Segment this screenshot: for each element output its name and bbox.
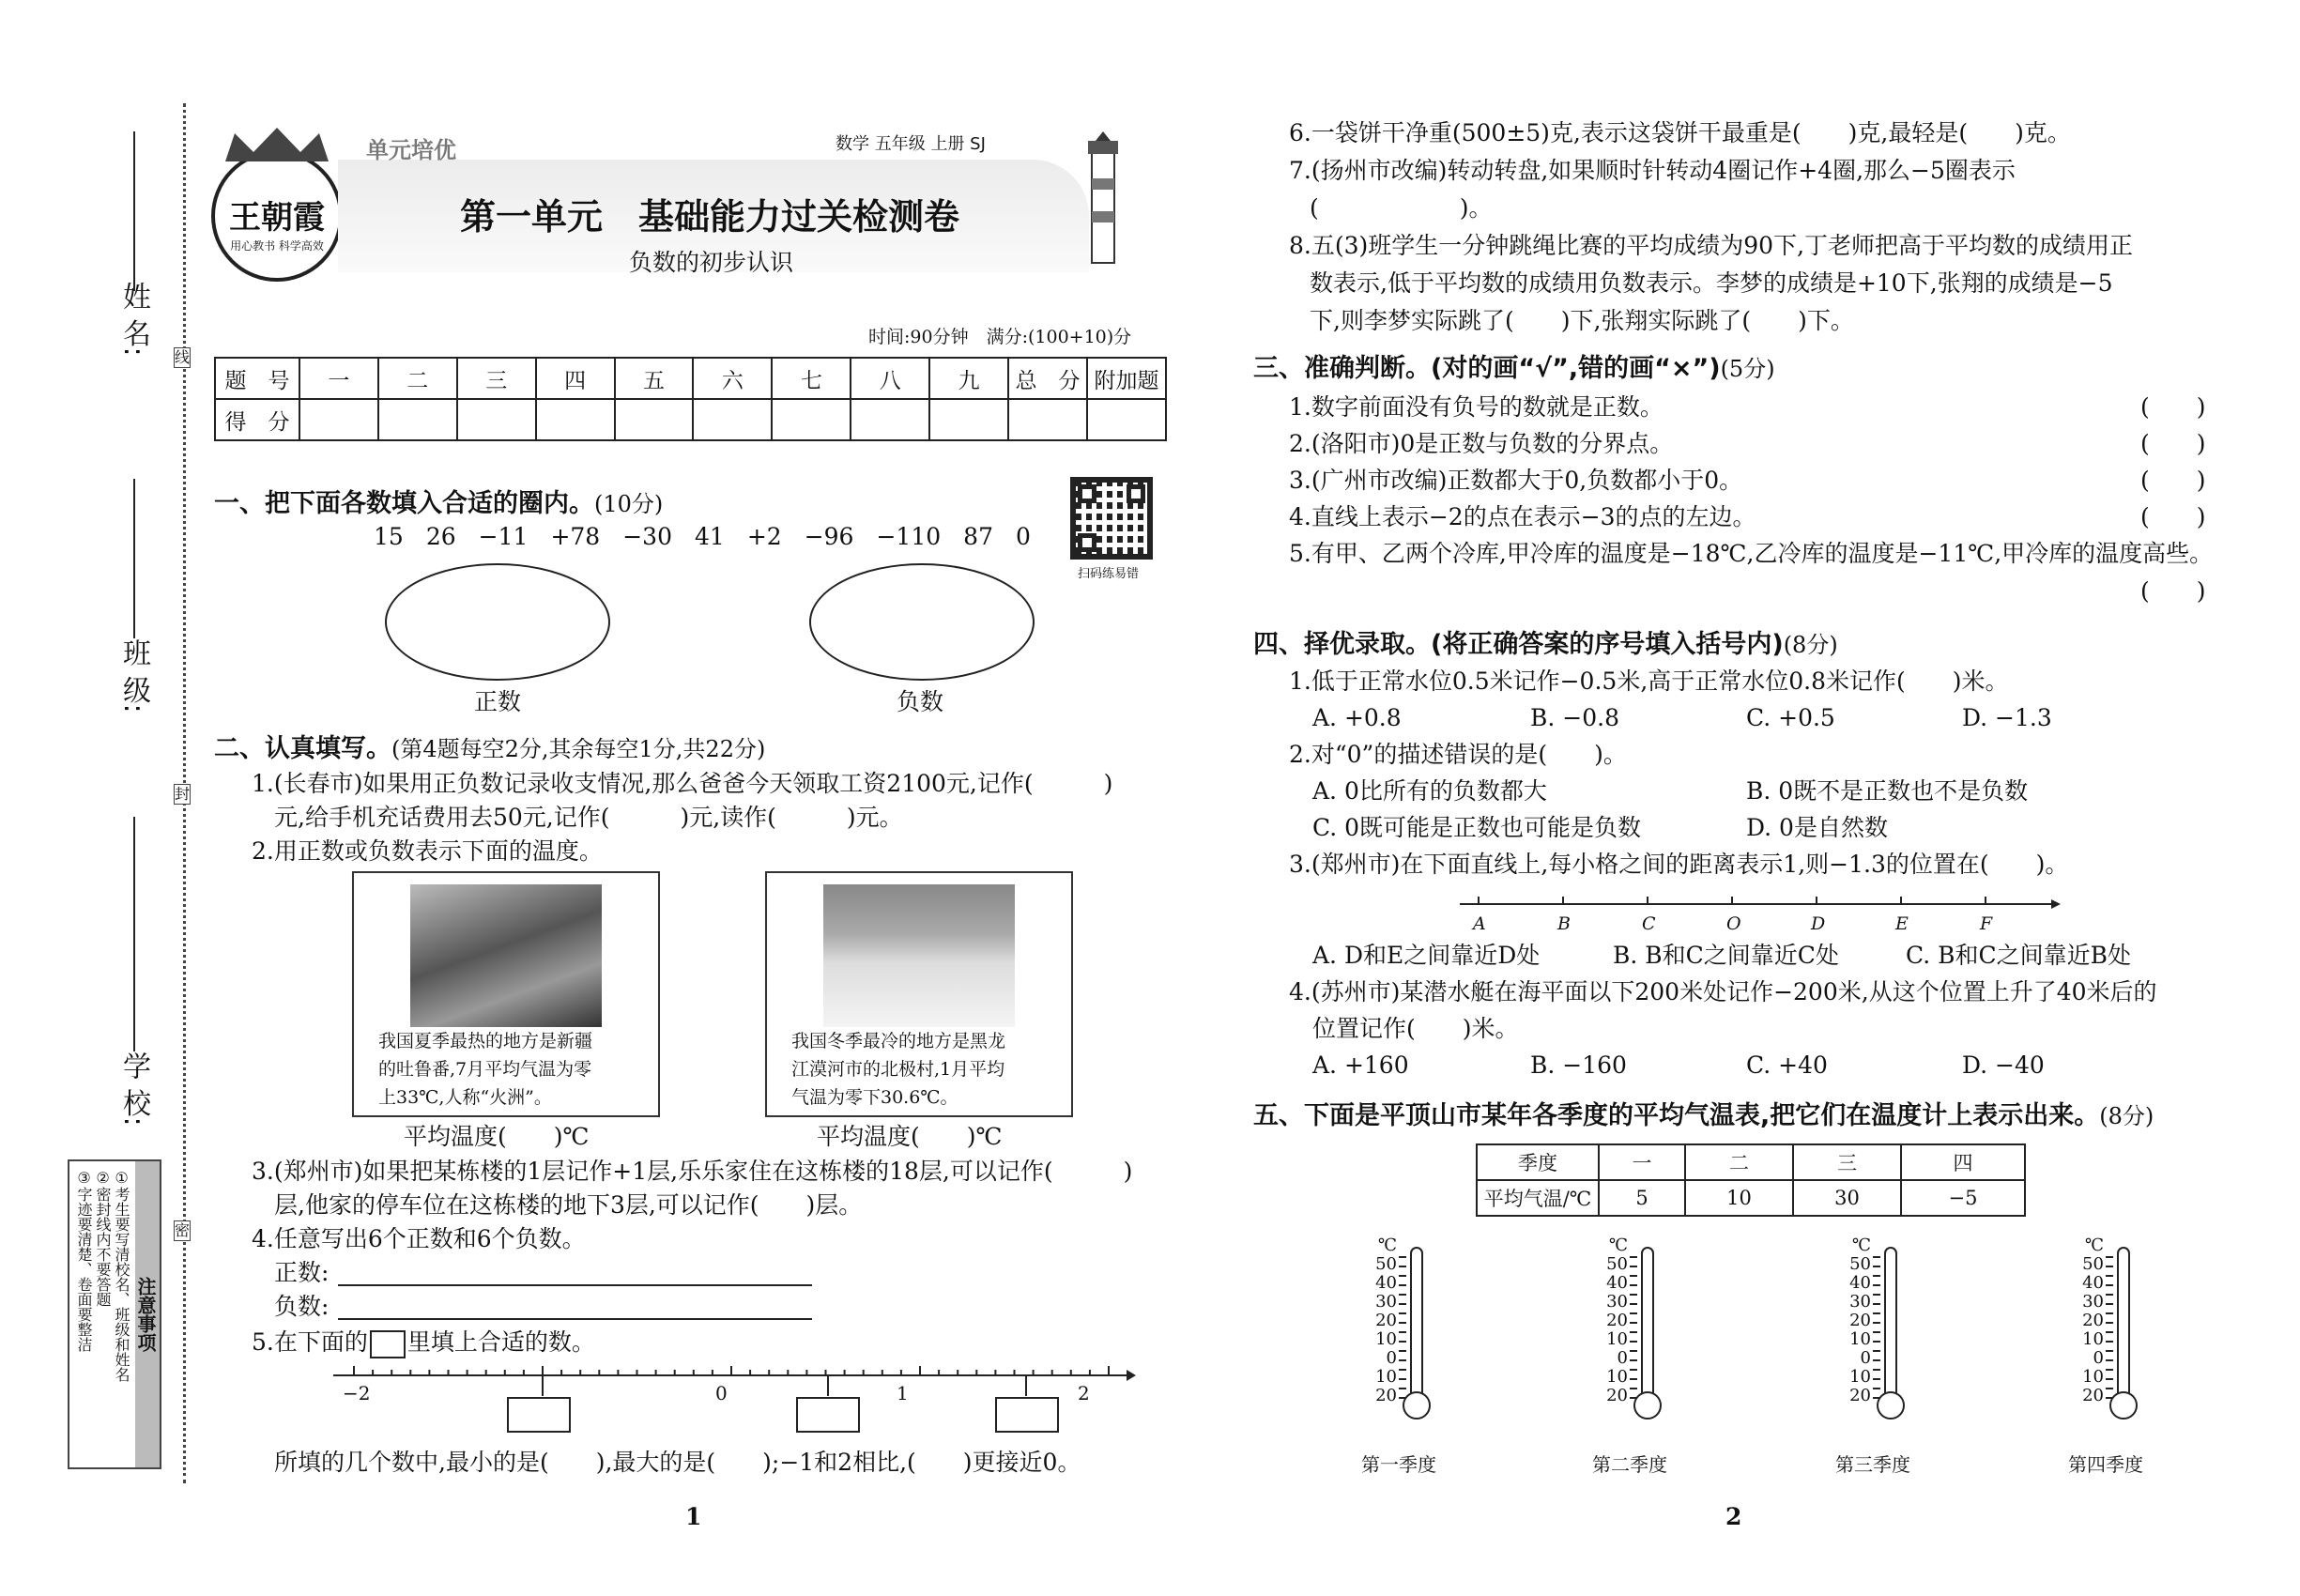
thermometer-glass <box>1403 1247 1431 1435</box>
section-5-title <box>1253 1098 2154 1134</box>
section-2-title <box>214 731 765 767</box>
cell: 10 <box>1685 1180 1793 1216</box>
q6: 6.一袋饼干净重(500±5)克,表示这袋饼干最重是( )克,最轻是( )克。 <box>1289 119 2071 146</box>
judge-item: 1.数字前面没有负号的数就是正数。 <box>1289 393 1664 421</box>
cell: 三 <box>1793 1144 1901 1180</box>
photo-card-mohe <box>765 871 1073 1117</box>
caption-mohe-2: 江漠河市的北极村,1月平均 <box>791 1059 1005 1080</box>
caption-turpan-3: 上33℃,人称“火洲”。 <box>378 1087 552 1108</box>
tick-label: 0 <box>1617 1348 1628 1368</box>
s2-q3-line1: 3.(郑州市)如果把某栋楼的1层记作+1层,乐乐家住在这栋楼的18层,可以记作( ) <box>252 1158 1133 1185</box>
class-label: 班 级: <box>117 638 150 714</box>
tick-label: 10 <box>1849 1329 1871 1349</box>
name-label: 姓 名: <box>117 282 150 357</box>
avg-temp-2: 平均温度( )℃ <box>817 1123 1003 1150</box>
judge-paren[interactable]: ( ) <box>2140 577 2206 605</box>
caption-mohe-3: 气温为零下30.6℃。 <box>791 1087 958 1108</box>
tick-label: 40 <box>1606 1273 1628 1293</box>
positive-oval[interactable] <box>385 563 610 681</box>
class-field[interactable] <box>133 479 135 638</box>
number-item: +78 <box>550 523 601 550</box>
page-number-2: 2 <box>1725 1503 1742 1530</box>
option[interactable]: B. 0既不是正数也不是负数 <box>1746 777 2029 805</box>
brand-sub: 用心教书 科学高效 <box>230 239 324 253</box>
option[interactable]: A. D和E之间靠近D处 <box>1312 942 1541 969</box>
s2-q5 <box>252 1326 595 1359</box>
option[interactable]: D. 0是自然数 <box>1746 814 1888 841</box>
number-item: −110 <box>876 523 942 550</box>
thermometer-glass <box>1877 1247 1905 1435</box>
cell: 七 <box>772 358 851 399</box>
brand-name: 王朝霞 <box>229 199 325 237</box>
cell: 一 <box>1599 1144 1685 1180</box>
option[interactable]: B. B和C之间靠近C处 <box>1613 942 1839 969</box>
notes-title: 注意事项 <box>135 1161 160 1467</box>
page-number-1: 1 <box>685 1503 702 1530</box>
judge-item: 5.有甲、乙两个冷库,甲冷库的温度是−18℃,乙冷库的温度是−11℃,甲冷库的温度高些。 <box>1289 540 2214 567</box>
thermometer-glass <box>2109 1247 2138 1435</box>
cell: 九 <box>929 358 1008 399</box>
tick-label: 10 <box>1375 1367 1397 1387</box>
school-label: 学 校: <box>117 1051 150 1127</box>
s4-q2: 2.对“0”的描述错误的是( )。 <box>1289 741 1627 768</box>
qr-code[interactable] <box>1070 477 1153 560</box>
note-2: ②密封线内不要答题 <box>94 1169 112 1307</box>
crown-icon <box>221 126 333 163</box>
s4-q3: 3.(郑州市)在下面直线上,每小格之间的距离表示1,则−1.3的位置在( )。 <box>1289 851 2069 878</box>
answer-box-2[interactable] <box>796 1397 860 1433</box>
score-row-header <box>215 358 1166 399</box>
number-item: +2 <box>746 523 782 550</box>
cell: 二 <box>1685 1144 1793 1180</box>
thermometer-2[interactable] <box>1602 1237 1677 1444</box>
thermometer-1[interactable] <box>1371 1237 1446 1444</box>
tick-label: 10 <box>1375 1329 1397 1349</box>
s3-score: (5分) <box>1720 356 1775 382</box>
note-3: ③字迹要清楚、卷面要整洁 <box>75 1169 93 1352</box>
option[interactable]: C. 0既可能是正数也可能是负数 <box>1312 814 1642 841</box>
score-cell[interactable] <box>1008 399 1087 440</box>
option[interactable]: A. 0比所有的负数都大 <box>1312 777 1547 805</box>
score-cell[interactable] <box>929 399 1008 440</box>
point-label: A <box>1473 913 1486 934</box>
nl-label-neg2: −2 <box>343 1382 371 1404</box>
point-label: F <box>1980 913 1993 934</box>
number-item: 87 <box>963 523 993 550</box>
point-label: D <box>1811 913 1826 934</box>
number-item: 26 <box>425 523 456 550</box>
tick-label: 20 <box>2082 1386 2104 1405</box>
tick-label: 20 <box>2082 1311 2104 1330</box>
cell: 得 分 <box>215 399 299 440</box>
judge-item: 3.(广州市改编)正数都大于0,负数都小于0。 <box>1289 467 1743 494</box>
score-cell[interactable] <box>772 399 851 440</box>
option[interactable]: D. −1.3 <box>1962 704 2052 731</box>
cell: −5 <box>1901 1180 2025 1216</box>
point-label: B <box>1557 913 1571 934</box>
option[interactable]: B. −0.8 <box>1530 704 1619 731</box>
option[interactable]: C. +40 <box>1746 1051 1828 1079</box>
s4-q1: 1.低于正常水位0.5米记作−0.5米,高于正常水位0.8米记作( )米。 <box>1289 668 2009 695</box>
score-cell[interactable] <box>615 399 694 440</box>
s2-q5-end: 所填的几个数中,最小的是( ),最大的是( );−1和2相比,( )更接近0。 <box>274 1449 1081 1476</box>
tick-label: 50 <box>2082 1254 2104 1274</box>
s3-title: 三、准确判断。(对的画“√”,错的画“×”) <box>1253 354 1721 383</box>
unit: ℃ <box>2084 1235 2104 1255</box>
thermometer-label-4: 第四季度 <box>2068 1453 2143 1476</box>
q4-negative-label: 负数: <box>274 1293 330 1320</box>
nl-label-1: 1 <box>897 1382 909 1404</box>
tick-label: 50 <box>1849 1254 1871 1274</box>
q8-line1: 8.五(3)班学生一分钟跳绳比赛的平均成绩为90下,丁老师把高于平均数的成绩用正 <box>1289 232 2134 259</box>
judge-item: 2.(洛阳市)0是正数与负数的分界点。 <box>1289 430 1674 457</box>
cell: 八 <box>851 358 929 399</box>
tick-label: 10 <box>1849 1367 1871 1387</box>
thermometer-label-3: 第三季度 <box>1835 1453 1910 1476</box>
seal-char-seal: 封 <box>175 785 191 803</box>
tick-label: 10 <box>1606 1367 1628 1387</box>
q4-positive-line[interactable] <box>338 1284 812 1286</box>
point-line <box>1460 890 2061 918</box>
number-item: −30 <box>622 523 672 550</box>
q8-line3: 下,则李梦实际跳了( )下,张翔实际跳了( )下。 <box>1310 307 1854 334</box>
tick-label: 30 <box>1849 1292 1871 1312</box>
avg-temp-1: 平均温度( )℃ <box>404 1123 590 1150</box>
school-field[interactable] <box>133 817 135 1051</box>
thermometer-label-2: 第二季度 <box>1592 1453 1667 1476</box>
cell: 题 号 <box>215 358 299 399</box>
tick-label: 0 <box>2093 1348 2104 1368</box>
s4-title: 四、择优录取。(将正确答案的序号填入括号内) <box>1253 630 1784 659</box>
number-item: −11 <box>478 523 529 550</box>
photo-mohe <box>823 884 1015 1027</box>
s2-score: (第4题每空2分,其余每空1分,共22分) <box>391 736 766 762</box>
cell: 5 <box>1599 1180 1685 1216</box>
seal-char-tight: 密 <box>175 1221 191 1239</box>
s1-score: (10分) <box>594 491 664 517</box>
tick-label: 10 <box>2082 1367 2104 1387</box>
s2-q1-line2: 元,给手机充话费用去50元,记作( )元,读作( )元。 <box>274 804 903 831</box>
thermometer-glass <box>1633 1247 1662 1435</box>
tick-label: 50 <box>1606 1254 1628 1274</box>
s1-title: 一、把下面各数填入合适的圈内。 <box>214 489 594 518</box>
header-meta: 数学 五年级 上册 SJ <box>836 134 986 154</box>
s2-title: 二、认真填写。 <box>214 734 391 763</box>
s2-q4: 4.任意写出6个正数和6个负数。 <box>252 1225 586 1252</box>
q4-positive-label: 正数: <box>274 1259 330 1286</box>
judge-paren[interactable]: ( ) <box>2140 503 2206 530</box>
tick-label: 20 <box>1375 1386 1397 1405</box>
score-table <box>214 357 1167 441</box>
positive-label: 正数 <box>474 688 522 715</box>
temp-table-row <box>1477 1180 2025 1216</box>
judge-paren[interactable]: ( ) <box>2140 467 2206 494</box>
photo-turpan <box>410 884 602 1027</box>
caption-mohe-1: 我国冬季最冷的地方是黑龙 <box>791 1031 1006 1051</box>
tick-label: 20 <box>1606 1386 1628 1405</box>
number-list <box>374 520 1031 554</box>
cell: 二 <box>378 358 457 399</box>
thermometer-3[interactable] <box>1845 1237 1920 1444</box>
cell: 季度 <box>1477 1144 1599 1180</box>
q5-suffix: 里填上合适的数。 <box>406 1328 595 1356</box>
score-cell[interactable] <box>1087 399 1166 440</box>
section-tag: 单元培优 <box>366 137 456 163</box>
lighthouse-icon <box>1075 131 1131 272</box>
s2-q2: 2.用正数或负数表示下面的温度。 <box>252 837 603 865</box>
section-3-title <box>1253 351 1775 387</box>
cell: 附加题 <box>1087 358 1166 399</box>
s4-score: (8分) <box>1783 632 1838 658</box>
score-cell[interactable] <box>378 399 457 440</box>
tick-label: 50 <box>1375 1254 1397 1274</box>
section-1-title <box>214 486 663 522</box>
option[interactable]: B. −160 <box>1530 1051 1627 1079</box>
point-label: C <box>1642 913 1656 934</box>
page-subtitle: 负数的初步认识 <box>629 249 794 276</box>
s4-q4-line2: 位置记作( )米。 <box>1312 1015 1519 1042</box>
page-title: 第一单元 基础能力过关检测卷 <box>460 196 960 238</box>
cell: 四 <box>536 358 615 399</box>
tick-label: 0 <box>1386 1348 1397 1368</box>
caption-turpan-1: 我国夏季最热的地方是新疆 <box>378 1031 593 1051</box>
notes-box <box>68 1159 161 1469</box>
name-field[interactable] <box>133 131 135 291</box>
binding-margin <box>0 0 191 1596</box>
tick-marks <box>1399 1256 1406 1406</box>
temp-table-head <box>1477 1144 2025 1180</box>
cell: 30 <box>1793 1180 1901 1216</box>
section-4-title <box>1253 627 1838 663</box>
number-item: 41 <box>695 523 725 550</box>
option[interactable]: D. −40 <box>1962 1051 2045 1079</box>
score-cell[interactable] <box>851 399 929 440</box>
tick-label: 10 <box>1606 1329 1628 1349</box>
tick-marks <box>2106 1256 2113 1406</box>
tick-label: 20 <box>1849 1386 1871 1405</box>
cell: 平均气温/℃ <box>1477 1180 1599 1216</box>
tick-label: 30 <box>1606 1292 1628 1312</box>
judge-paren[interactable]: ( ) <box>2140 393 2206 421</box>
note-1: ①考生要写清校名、班级和姓名 <box>113 1169 130 1382</box>
score-row-values <box>215 399 1166 440</box>
thermometer-label-1: 第一季度 <box>1361 1453 1436 1476</box>
tick-label: 30 <box>1375 1292 1397 1312</box>
cell: 六 <box>693 358 772 399</box>
tick-marks <box>1873 1256 1880 1406</box>
number-item: 0 <box>1016 523 1031 550</box>
judge-paren[interactable]: ( ) <box>2140 430 2206 457</box>
cell: 五 <box>615 358 694 399</box>
q7-line1: 7.(扬州市改编)转动转盘,如果顺时针转动4圈记作+4圈,那么−5圈表示 <box>1289 157 2016 184</box>
unit: ℃ <box>1608 1235 1628 1255</box>
box-icon <box>370 1330 406 1358</box>
q5-prefix: 5.在下面的 <box>252 1328 368 1356</box>
s2-q1-line1: 1.(长春市)如果用正负数记录收支情况,那么爸爸今天领取工资2100元,记作( ) <box>252 770 1113 797</box>
point-label: E <box>1895 913 1909 934</box>
option[interactable]: C. +0.5 <box>1746 704 1835 731</box>
qr-caption: 扫码练易错 <box>1078 567 1140 581</box>
number-item: 15 <box>374 523 404 550</box>
q7-line2: ( )。 <box>1310 194 1493 222</box>
tick-label: 20 <box>1606 1311 1628 1330</box>
point-label: O <box>1726 913 1741 934</box>
tick-label: 40 <box>1849 1273 1871 1293</box>
photo-card-turpan <box>352 871 660 1117</box>
caption-turpan-2: 的吐鲁番,7月平均气温为零 <box>378 1059 592 1080</box>
nl-label-2: 2 <box>1078 1382 1090 1404</box>
thermometer-4[interactable] <box>2078 1237 2153 1444</box>
s2-q3-line2: 层,他家的停车位在这栋楼的地下3层,可以记作( )层。 <box>274 1191 863 1219</box>
cell: 四 <box>1901 1144 2025 1180</box>
q4-negative-line[interactable] <box>338 1318 812 1320</box>
temperature-table <box>1476 1143 2026 1217</box>
tick-label: 10 <box>2082 1329 2104 1349</box>
s5-score: (8分) <box>2099 1103 2154 1129</box>
cell: 三 <box>457 358 536 399</box>
brand-logo <box>211 150 343 282</box>
number-item: −96 <box>804 523 854 550</box>
cell: 一 <box>299 358 378 399</box>
tick-label: 40 <box>2082 1273 2104 1293</box>
tick-label: 30 <box>2082 1292 2104 1312</box>
judge-item: 4.直线上表示−2的点在表示−3的点的左边。 <box>1289 503 1756 530</box>
q8-line2: 数表示,低于平均数的成绩用负数表示。李梦的成绩是+10下,张翔的成绩是−5 <box>1310 269 2113 297</box>
tick-label: 0 <box>1860 1348 1871 1368</box>
tick-label: 20 <box>1849 1311 1871 1330</box>
option[interactable]: A. +0.8 <box>1312 704 1402 731</box>
score-cell[interactable] <box>299 399 378 440</box>
tick-label: 40 <box>1375 1273 1397 1293</box>
negative-oval[interactable] <box>809 563 1035 681</box>
option[interactable]: A. +160 <box>1312 1051 1409 1079</box>
negative-label: 负数 <box>897 688 944 715</box>
cell: 总 分 <box>1008 358 1087 399</box>
option[interactable]: C. B和C之间靠近B处 <box>1906 942 2132 969</box>
exam-time: 时间:90分钟 满分:(100+10)分 <box>868 327 1132 347</box>
s4-q4-line1: 4.(苏州市)某潜水艇在海平面以下200米处记作−200米,从这个位置上升了40米后的 <box>1289 978 2157 1005</box>
tick-marks <box>1630 1256 1637 1406</box>
answer-box-3[interactable] <box>995 1397 1059 1433</box>
score-cell[interactable] <box>536 399 615 440</box>
score-cell[interactable] <box>693 399 772 440</box>
score-cell[interactable] <box>457 399 536 440</box>
s5-title: 五、下面是平顶山市某年各季度的平均气温表,把它们在温度计上表示出来。 <box>1253 1101 2100 1130</box>
answer-box-1[interactable] <box>507 1397 571 1433</box>
unit: ℃ <box>1377 1235 1397 1255</box>
nl-label-0: 0 <box>715 1382 728 1404</box>
tick-label: 20 <box>1375 1311 1397 1330</box>
unit: ℃ <box>1851 1235 1871 1255</box>
seal-char-line: 线 <box>175 348 191 366</box>
